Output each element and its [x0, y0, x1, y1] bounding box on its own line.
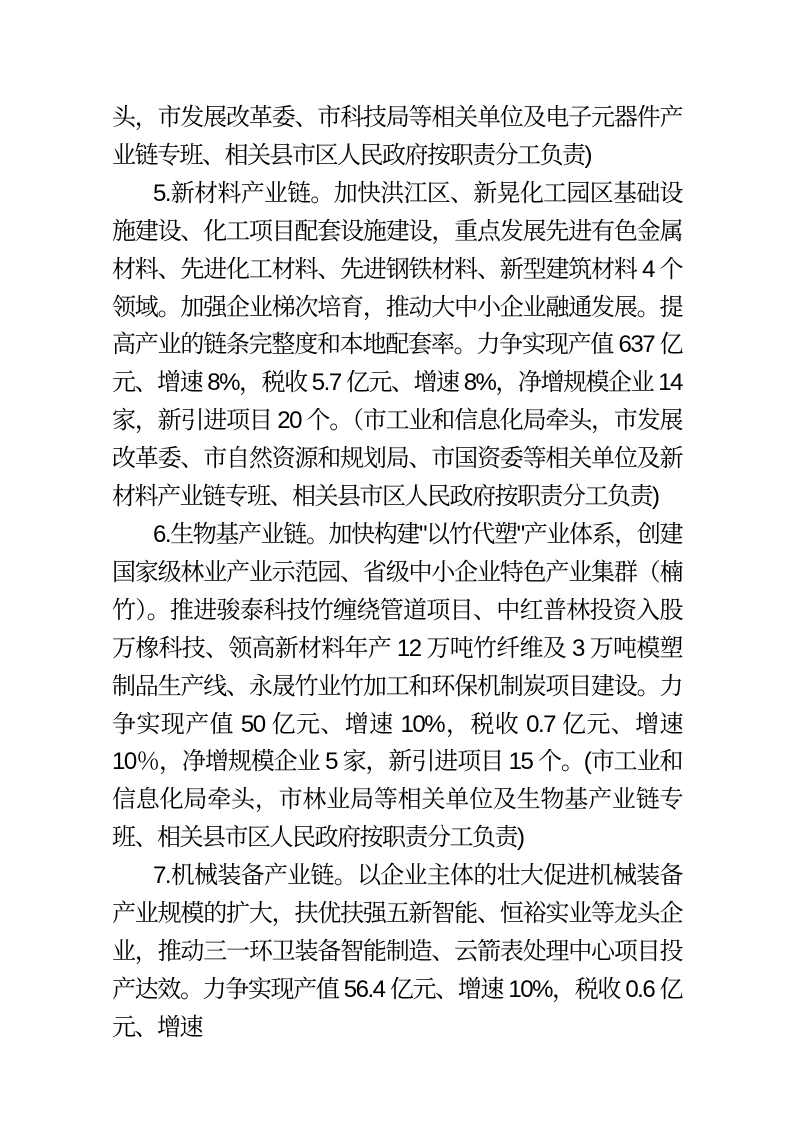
- paragraph-continuation: 头，市发展改革委、市科技局等相关单位及电子元器件产业链专班、相关县市区人民政府按职责分工负责): [112, 104, 682, 169]
- document-body: [112, 99, 682, 1047]
- paragraph-item-5-new-materials-chain: 5.新材料产业链。加快洪江区、新晃化工园区基础设施建设、化工项目配套设施建设，重点发展先进有色金属材料、先进化工材料、先进钢铁材料、新型建筑材料 4 个领域。加强企业梯次培育，推动大中小企业融通发展。提高产业的链条完整度和本地配套率。力争实现产值 637 亿元、增速 8%，税收 5.7 亿元、增速 8%，净增规模企业 14 家，新引进项目 20 个。（市工业和信息化局牵头，市发展改革委、市自然资源和规划局、市国资委等相关单位及新材料产业链专班、相关县市区人民政府按职责分工负责): [112, 179, 682, 511]
- paragraph-item-7-machinery-chain: 7.机械装备产业链。以企业主体的壮大促进机械装备产业规模的扩大，扶优扶强五新智能、恒裕实业等龙头企业，推动三一环卫装备智能制造、云箭表处理中心项目投产达效。力争实现产值 56.4 亿元、增速 10%，税收 0.6 亿元、增速: [112, 862, 682, 1041]
- paragraph-item-6-bio-based-chain: 6.生物基产业链。加快构建"以竹代塑"产业体系，创建国家级林业产业示范园、省级中小企业特色产业集群（楠竹）。推进骏泰科技竹缠绕管道项目、中红普林投资入股万橡科技、领高新材料年产 12 万吨竹纤维及 3 万吨模塑制品生产线、永晟竹业竹加工和环保机制炭项目建设。力争实现产值 50 亿元、增速 10%，税收 0.7 亿元、增速 10％，净增规模企业 5 家，新引进项目 15 个。(市工业和信息化局牵头，市林业局等相关单位及生物基产业链专班、相关县市区人民政府按职责分工负责): [112, 520, 682, 852]
